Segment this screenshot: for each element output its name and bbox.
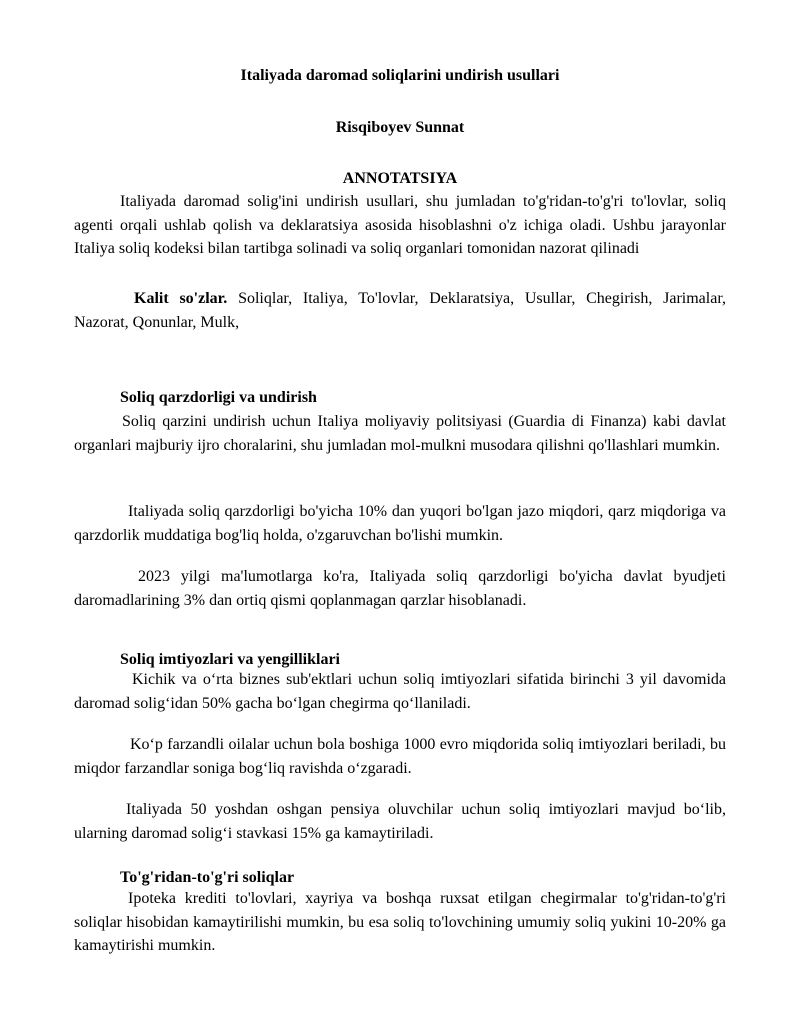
section-heading: Soliq imtiyozlari va yengilliklari bbox=[120, 651, 340, 668]
body-paragraph bbox=[74, 668, 726, 715]
paragraph-text: Kichik va o‘rta biznes sub'ektlari uchun soliq imtiyozlari sifatida birinchi 3 yil davomida daromad solig‘idan 50% gacha bo‘lgan chegirma qo‘llaniladi. bbox=[74, 671, 726, 712]
body-paragraph bbox=[74, 887, 726, 958]
body-paragraph bbox=[74, 500, 726, 547]
author-name: Risqiboyev Sunnat bbox=[335, 119, 465, 136]
paragraph-text: Italiyada 50 yoshdan oshgan pensiya oluvchilar uchun soliq imtiyozlari mavjud bo‘lib, ularning daromad solig‘i stavkasi 15% ga kamaytiriladi. bbox=[74, 801, 726, 842]
section-heading: Soliq qarzdorligi va undirish bbox=[120, 389, 317, 406]
paper-title: Italiyada daromad soliqlarini undirish usullari bbox=[240, 67, 560, 84]
annotation-heading: ANNOTATSIYA bbox=[342, 170, 458, 187]
body-paragraph bbox=[74, 565, 726, 612]
body-paragraph bbox=[74, 798, 726, 845]
body-paragraph bbox=[74, 410, 726, 457]
section-heading: To'g'ridan-to'g'ri soliqlar bbox=[120, 869, 295, 886]
paragraph-text: Ipoteka krediti to'lovlari, xayriya va boshqa ruxsat etilgan chegirmalar to'g'ridan-to'g'ri soliqlar hisobidan kamaytirilishi mumkin, bu esa soliq to'lovchining umumiy soliq yukini 10-20% ga kamaytirishi mumkin. bbox=[74, 890, 726, 954]
paragraph-text: 2023 yilgi ma'lumotlarga ko'ra, Italiyada soliq qarzdorligi bo'yicha davlat byudjeti daromadlarining 3% dan ortiq qismi qoplanmagan qarzlar hisoblanadi. bbox=[74, 568, 726, 609]
paragraph-text: Italiyada soliq qarzdorligi bo'yicha 10% dan yuqori bo'lgan jazo miqdori, qarz miqdoriga va qarzdorlik muddatiga bog'liq holda, o'zgaruvchan bo'lishi mumkin. bbox=[74, 503, 726, 544]
paragraph-text: Ko‘p farzandli oilalar uchun bola boshiga 1000 evro miqdorida soliq imtiyozlari beriladi, bu miqdor farzandlar soniga bog‘liq ravishda o‘zgaradi. bbox=[74, 736, 726, 777]
keywords-label: Kalit so'zlar. bbox=[134, 290, 228, 307]
abstract-text: Italiyada daromad solig'ini undirish usullari, shu jumladan to'g'ridan-to'g'ri to'lovlar, soliq agenti orqali ushlab qolish va deklaratsiya asosida hisoblashni o'z ichiga oladi. Ushbu jarayonlar Italiya soliq kodeksi bilan tartibga solinadi va soliq organlari tomonidan nazorat qilinadi bbox=[74, 193, 726, 257]
keywords-text: Soliqlar, Italiya, To'lovlar, Deklaratsiya, Usullar, Chegirish, Jarimalar, Nazorat, Qonunlar, Mulk, bbox=[74, 290, 726, 331]
paragraph-text: Soliq qarzini undirish uchun Italiya moliyaviy politsiyasi (Guardia di Finanza) kabi davlat organlari majburiy ijro choralarini, shu jumladan mol-mulkni musodara qilishni qo'llashlari mumkin. bbox=[74, 413, 726, 454]
keywords-paragraph bbox=[74, 287, 726, 334]
abstract-paragraph bbox=[74, 190, 726, 261]
body-paragraph bbox=[74, 733, 726, 780]
